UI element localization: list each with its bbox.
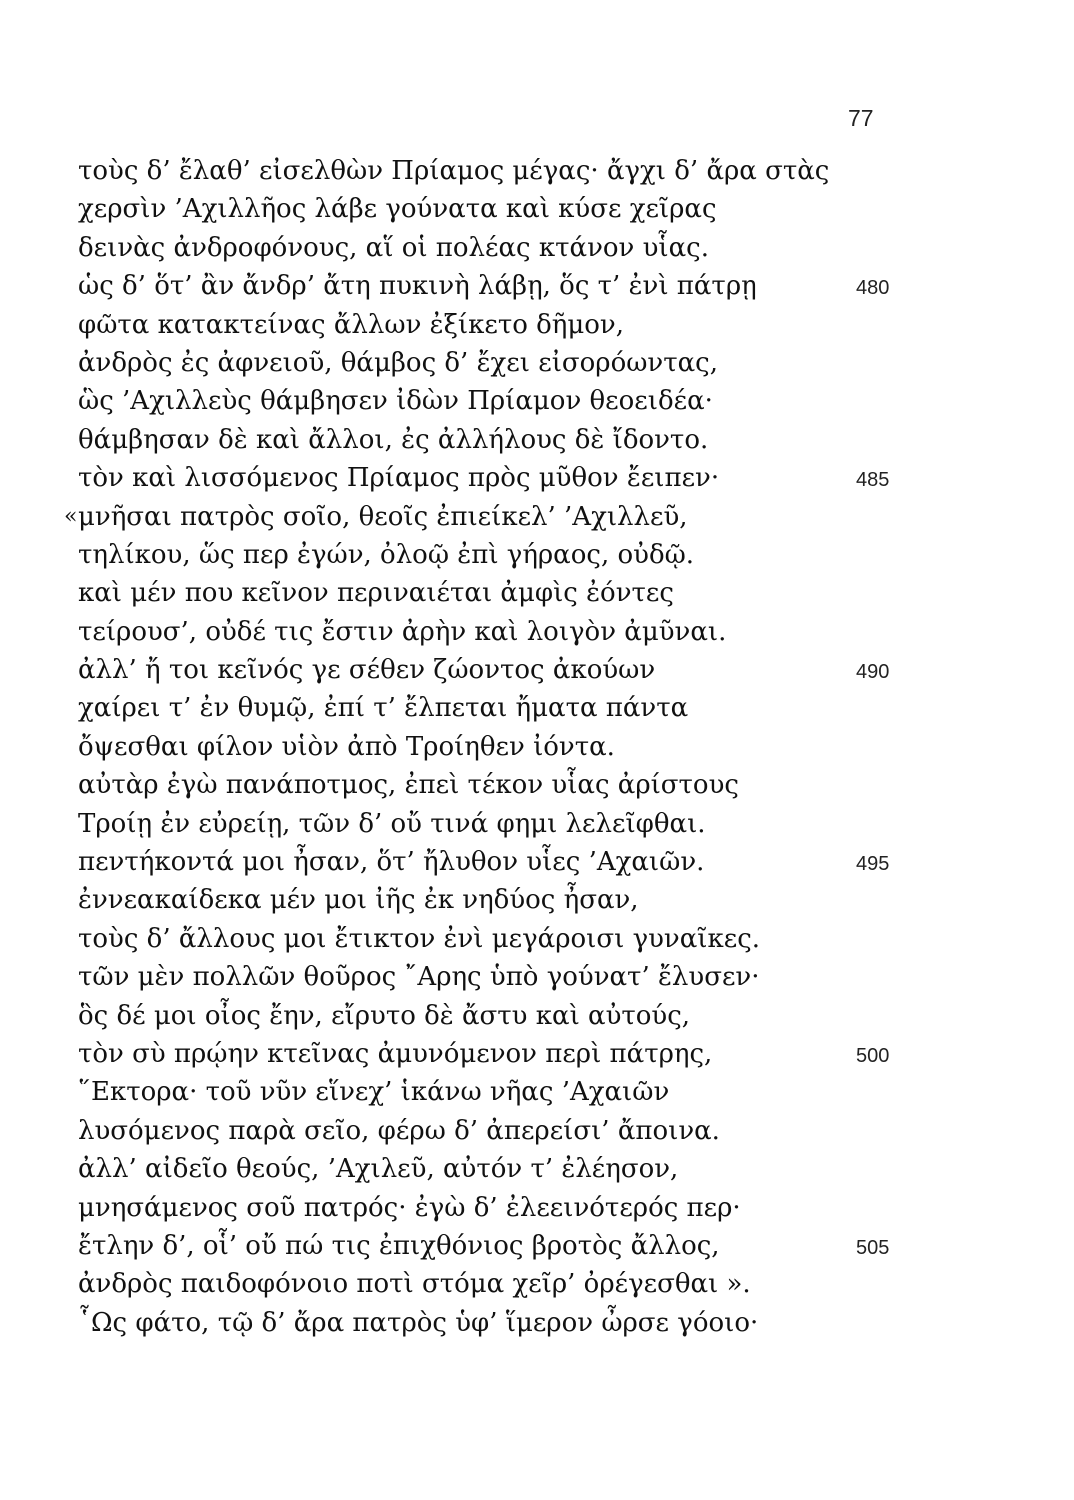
verse-line <box>78 689 978 727</box>
verse-text: χερσὶν ’Αχιλλῆος λάβε γούνατα καὶ κύσε χεῖρας <box>78 194 717 225</box>
verse-line <box>78 728 978 766</box>
page-number: 77 <box>848 105 874 131</box>
verse-line <box>78 881 978 919</box>
verse-text: ὡς δ’ ὅτ’ ἂν ἄνδρ’ ἄτη πυκινὴ λάβῃ, ὅς τ’ ἐνὶ πάτρῃ <box>78 271 757 302</box>
verse-line <box>78 920 978 958</box>
verse-text: ἀλλ’ αἰδεῖο θεούς, ’Αχιλεῦ, αὐτόν τ’ ἐλέησον, <box>78 1154 679 1185</box>
verse-line <box>78 613 978 651</box>
verse-text: τοὺς δ’ ἄλλους μοι ἔτικτον ἐνὶ μεγάροισι γυναῖκες. <box>78 923 761 954</box>
verse-text: χαίρει τ’ ἐν θυμῷ, ἐπί τ’ ἔλπεται ἤματα πάντα <box>78 693 689 724</box>
verse-text: τηλίκου, ὥς περ ἐγών, ὀλοῷ ἐπὶ γήραος, οὐδῷ. <box>78 539 695 570</box>
verse-line <box>78 306 978 344</box>
verse-line <box>78 1304 978 1342</box>
verse-line <box>78 190 978 228</box>
verse-text: ἀνδρὸς παιδοφόνοιο ποτὶ στόμα χεῖρ’ ὀρέγεσθαι ». <box>78 1269 751 1300</box>
verse-text: ῟Ως φάτο, τῷ δ’ ἄρα πατρὸς ὑφ’ ἵμερον ὦρσε γόοιο· <box>78 1307 759 1338</box>
verse-line <box>78 1073 978 1111</box>
line-number: 505 <box>856 1236 890 1259</box>
verse-text: Τροίῃ ἐν εὐρείῃ, τῶν δ’ οὔ τινά φημι λελεῖφθαι. <box>78 808 706 839</box>
verse-text: τοὺς δ’ ἔλαθ’ εἰσελθὼν Πρίαμος μέγας· ἄγχι δ’ ἄρα στὰς <box>78 156 830 186</box>
verse-text: ὃς δέ μοι οἶος ἔην, εἴρυτο δὲ ἄστυ καὶ αὐτούς, <box>78 1000 691 1031</box>
verse-text: καὶ μέν που κεῖνον περιναιέται ἀμφὶς ἐόντες <box>78 578 674 609</box>
verse-text: ἀλλ’ ἤ τοι κεῖνός γε σέθεν ζώοντος ἀκούων <box>78 655 656 686</box>
verse-line <box>78 267 978 305</box>
verse-line <box>78 229 978 267</box>
verse-text: φῶτα κατακτείνας ἄλλων ἐξίκετο δῆμον, <box>78 309 624 340</box>
line-number: 485 <box>856 469 890 492</box>
verse-text: ἐννεακαίδεκα μέν μοι ἰῆς ἐκ νηδύος ἦσαν, <box>78 885 639 916</box>
verse-text: ῞Εκτορα· τοῦ νῦν εἵνεχ’ ἱκάνω νῆας ’Αχαιῶν <box>78 1077 670 1108</box>
verse-line <box>78 421 978 459</box>
verse-text: πεντήκοντά μοι ἦσαν, ὅτ’ ἤλυθον υἷες ’Αχαιῶν. <box>78 847 705 878</box>
verse-text: λυσόμενος παρὰ σεῖο, φέρω δ’ ἀπερείσι’ ἄποινα. <box>78 1115 720 1146</box>
verse-text: θάμβησαν δὲ καὶ ἄλλοι, ἐς ἀλλήλους δὲ ἴδοντο. <box>78 424 709 455</box>
verse-text: ἀνδρὸς ἐς ἀφνειοῦ, θάμβος δ’ ἔχει εἰσορόωντας, <box>78 347 718 378</box>
verse-line <box>78 536 978 574</box>
verse-line <box>78 1189 978 1227</box>
verse-text: ἔτλην δ’, οἷ’ οὔ πώ τις ἐπιχθόνιος βροτὸς ἄλλος, <box>78 1230 720 1261</box>
verse-line <box>64 498 978 536</box>
verse-line <box>78 382 978 420</box>
verse-text: τείρουσ’, οὐδέ τις ἔστιν ἀρὴν καὶ λοιγὸν ἀμῦναι. <box>78 616 727 647</box>
verse-line <box>78 1150 978 1188</box>
verse-text: ὣς ’Αχιλλεὺς θάμβησεν ἰδὼν Πρίαμον θεοειδέα· <box>78 386 713 417</box>
verse-line <box>78 1265 978 1303</box>
verse-line <box>78 1227 978 1265</box>
verse-line <box>78 1112 978 1150</box>
verse-line <box>78 459 978 497</box>
verse-text: δεινὰς ἀνδροφόνους, αἵ οἱ πολέας κτάνον υἷας. <box>78 232 709 263</box>
verse-text: αὐτὰρ ἐγὼ πανάποτμος, ἐπεὶ τέκον υἷας ἀρίστους <box>78 770 739 801</box>
verse-text: τὸν σὺ πρῴην κτεῖνας ἀμυνόμενον περὶ πάτρης, <box>78 1038 713 1069</box>
verse-line <box>78 997 978 1035</box>
verse-block <box>64 152 978 1342</box>
verse-text: ὄψεσθαι φίλον υἱὸν ἀπὸ Τροίηθεν ἰόντα. <box>78 731 615 762</box>
verse-line <box>78 766 978 804</box>
verse-line <box>78 651 978 689</box>
verse-line <box>78 843 978 881</box>
line-number: 490 <box>856 661 890 684</box>
verse-line <box>78 1035 978 1073</box>
line-number: 495 <box>856 853 890 876</box>
line-number: 500 <box>856 1044 890 1067</box>
verse-line <box>78 574 978 612</box>
verse-line <box>78 958 978 996</box>
verse-line <box>78 805 978 843</box>
line-number: 480 <box>856 277 890 300</box>
verse-text: μνησάμενος σοῦ πατρός· ἐγὼ δ’ ἐλεεινότερός περ· <box>78 1192 741 1223</box>
verse-line <box>78 152 978 190</box>
opening-quote-mark: « <box>64 503 78 529</box>
verse-text: μνῆσαι πατρὸς σοῖο, θεοῖς ἐπιείκελ’ ’Αχιλλεῦ, <box>78 501 688 532</box>
verse-text: τῶν μὲν πολλῶν θοῦρος ῎Αρης ὑπὸ γούνατ’ ἔλυσεν· <box>78 962 760 993</box>
verse-text: τὸν καὶ λισσόμενος Πρίαμος πρὸς μῦθον ἔειπεν· <box>78 463 720 494</box>
verse-line <box>78 344 978 382</box>
